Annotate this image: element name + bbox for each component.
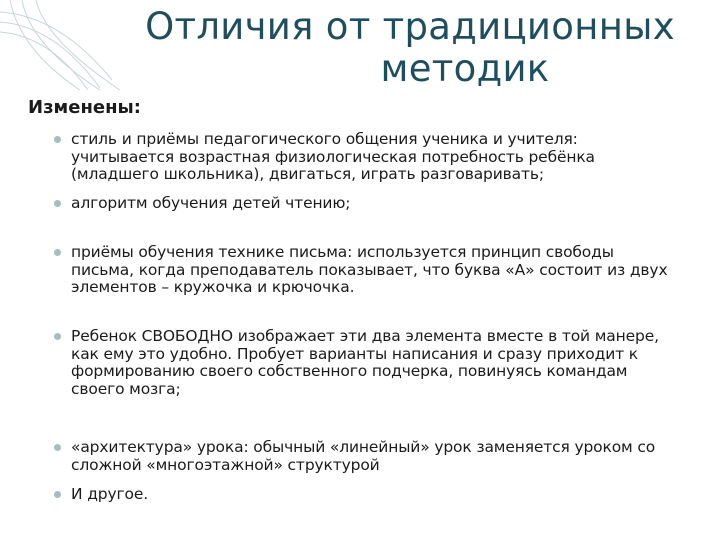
bullet-icon [54,200,61,207]
bullet-icon [54,333,61,340]
title-line-2: методик [380,47,550,90]
bullet-text: Ребенок СВОБОДНО изображает эти два элемента вместе в той манере, как ему это удобно. Пробует варианты написания и сразу приходит к формированию своего собственного подчерка, повинуясь командам своего мозга; [71,327,659,398]
bullet-text: приёмы обучения технике письма: используется принцип свободы письма, когда преподаватель показывает, что буква «А» состоит из двух элементов – кружочка и крючочка. [71,243,668,296]
bullet-icon [54,249,61,256]
bullet-text: И другое. [71,485,148,503]
bullet-item [71,328,671,398]
slide-title [140,6,680,90]
corner-decoration [0,0,150,90]
bullet-icon [54,491,61,498]
bullet-icon [54,444,61,451]
bullet-text: алгоритм обучения детей чтению; [71,194,351,212]
bullet-item [71,439,671,474]
bullet-item [71,195,671,213]
bullet-item [71,244,671,297]
corner-arcs-graphic [0,0,150,90]
subheading: Изменены: [28,97,142,118]
bullet-text: стиль и приёмы педагогического общения ученика и учителя: учитывается возрастная физиологическая потребность ребёнка (младшего школьника), двигаться, играть разговаривать; [71,130,595,183]
bullet-icon [54,136,61,143]
bullet-item [71,486,671,504]
bullet-item [71,131,671,184]
title-line-1: Отличия от традиционных [145,5,675,48]
bullet-text: «архитектура» урока: обычный «линейный» урок заменяется уроком со сложной «многоэтажной» структурой [71,438,656,474]
